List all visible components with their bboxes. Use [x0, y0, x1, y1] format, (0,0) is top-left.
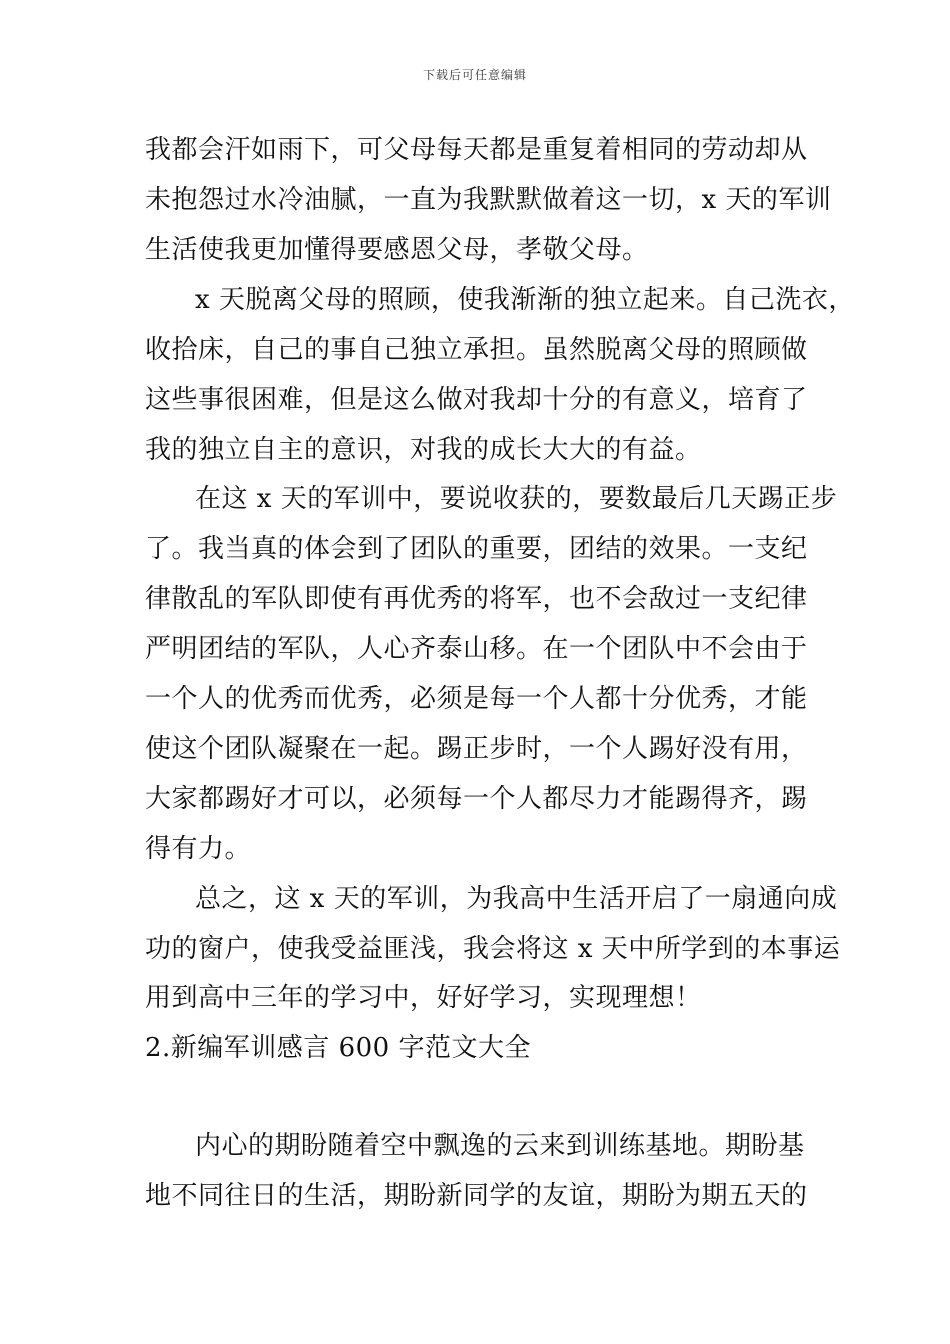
paragraph-line: 收拾床，自己的事自己独立承担。虽然脱离父母的照顾做 — [145, 335, 808, 365]
paragraph-line: 这些事很困难，但是这么做对我却十分的有意义，培育了 — [145, 385, 808, 415]
paragraph-line: 一个人的优秀而优秀，必须是每一个人都十分优秀，才能 — [145, 684, 808, 714]
paragraph-line: 功的窗户，使我受益匪浅，我会将这 x 天中所学到的本事运 — [145, 934, 841, 964]
paragraph-line: x 天脱离父母的照顾，使我渐渐的独立起来。自己洗衣， — [195, 285, 855, 315]
paragraph-line: 在这 x 天的军训中，要说收获的，要数最后几天踢正步 — [195, 484, 838, 514]
paragraph-line: 总之，这 x 天的军训，为我高中生活开启了一扇通向成 — [195, 884, 838, 914]
paragraph-line: 我都会汗如雨下，可父母每天都是重复着相同的劳动却从 — [145, 135, 808, 165]
paragraph-line: 律散乱的军队即使有再优秀的将军，也不会敌过一支纪律 — [145, 584, 808, 614]
page-header: 下载后可任意编辑 — [422, 68, 527, 82]
paragraph-line: 了。我当真的体会到了团队的重要，团结的效果。一支纪 — [145, 534, 808, 564]
paragraph-line: 生活使我更加懂得要感恩父母，孝敬父母。 — [145, 235, 649, 265]
paragraph-line: 大家都踢好才可以，必须每一个人都尽力才能踢得齐，踢 — [145, 784, 808, 814]
paragraph-line: 得有力。 — [145, 834, 252, 864]
section-heading: 2.新编军训感言 600 字范文大全 — [145, 1033, 531, 1063]
paragraph-line: 内心的期盼随着空中飘逸的云来到训练基地。期盼基 — [195, 1131, 805, 1161]
paragraph-line: 使这个团队凝聚在一起。踢正步时，一个人踢好没有用， — [145, 734, 808, 764]
paragraph-line: 我的独立自主的意识，对我的成长大大的有益。 — [145, 435, 702, 465]
paragraph-line: 未抱怨过水冷油腻，一直为我默默做着这一切，x 天的军训 — [145, 185, 832, 215]
paragraph-line: 用到高中三年的学习中，好好学习，实现理想！ — [145, 983, 702, 1013]
paragraph-line: 地不同往日的生活，期盼新同学的友谊，期盼为期五天的 — [145, 1181, 808, 1211]
paragraph-line: 严明团结的军队，人心齐泰山移。在一个团队中不会由于 — [145, 634, 808, 664]
